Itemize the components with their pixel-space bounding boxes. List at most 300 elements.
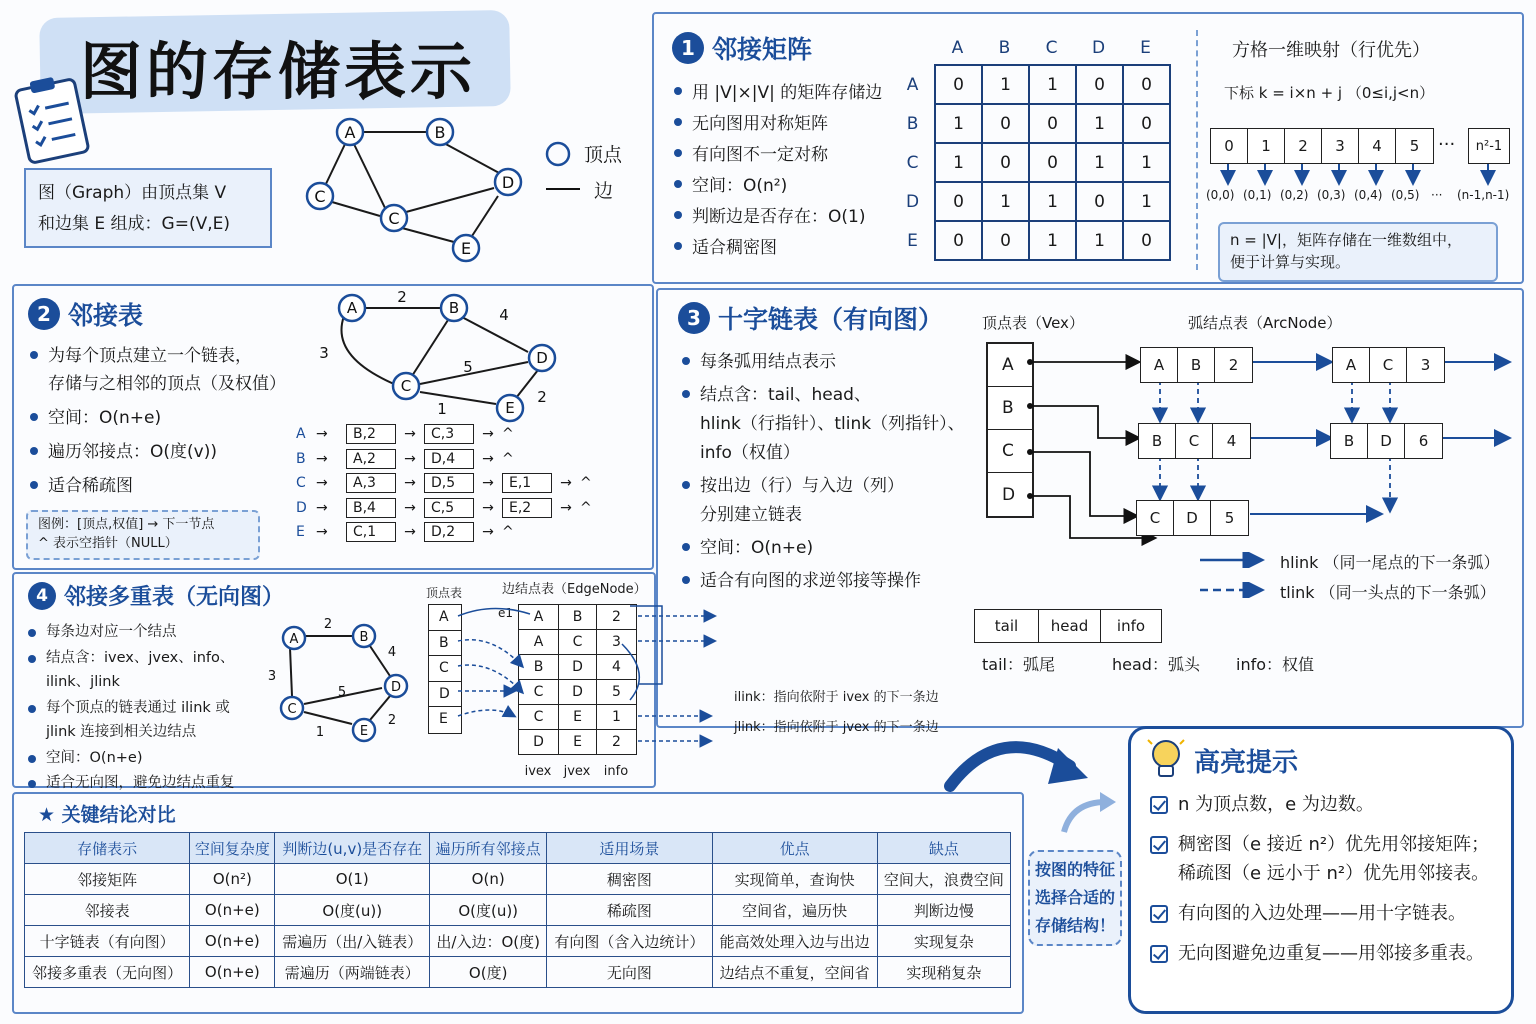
compare-header: 优点 bbox=[712, 833, 877, 864]
matrix-row bbox=[935, 65, 1170, 104]
checklist-text: 无向图避免边重复——用邻接多重表。 bbox=[1178, 942, 1484, 964]
arc-node bbox=[1140, 347, 1253, 383]
compare-cell: O(n+e) bbox=[190, 895, 275, 926]
list-node: B,4 bbox=[346, 498, 396, 518]
arrow-icon: → bbox=[316, 499, 328, 516]
list-item: 适合无向图，避免边结点重复 bbox=[26, 771, 235, 795]
compare-cell: 判断边慢 bbox=[877, 895, 1010, 926]
edge-field: B bbox=[559, 605, 597, 630]
weight-label: 2 bbox=[537, 388, 547, 406]
arc-field: D bbox=[1174, 501, 1211, 535]
multilist-col-labels bbox=[518, 764, 636, 779]
col-label: jvex bbox=[563, 764, 591, 779]
compare-cell: 邻接表 bbox=[25, 895, 190, 926]
arc-field: C bbox=[1137, 501, 1174, 535]
matrix-row bbox=[935, 182, 1170, 221]
graph-diagram-top bbox=[296, 110, 536, 270]
array-cell: n²-1 bbox=[1475, 138, 1503, 154]
arc-field: 2 bbox=[1228, 356, 1239, 374]
list-item: 空间：O(n+e) bbox=[680, 534, 965, 563]
null-symbol: ^ bbox=[502, 450, 514, 467]
node-D: D bbox=[501, 173, 515, 192]
matrix-cell: 1 bbox=[1076, 143, 1123, 182]
index-label: (0,3) bbox=[1317, 188, 1346, 202]
compare-cell: 邻接矩阵 bbox=[25, 864, 190, 895]
matrix-cell: 1 bbox=[1123, 143, 1170, 182]
array-cell: 1 bbox=[1248, 129, 1285, 163]
matrix-cell: 0 bbox=[1123, 65, 1170, 104]
highlight-items bbox=[1150, 790, 1510, 968]
checklist-item bbox=[1150, 939, 1510, 969]
node-B: B bbox=[434, 123, 446, 142]
null-symbol: ^ bbox=[502, 426, 514, 443]
row-header: D bbox=[906, 192, 920, 212]
list-item: 判断边是否存在：O(1) bbox=[672, 202, 882, 233]
list-item: 空间：O(n+e) bbox=[28, 404, 286, 432]
adjlist-row bbox=[296, 496, 592, 521]
matrix-bullets bbox=[672, 78, 882, 264]
index-ellipsis: ··· bbox=[1431, 188, 1443, 202]
list-item: 适合稠密图 bbox=[672, 233, 882, 264]
list-item: 结点含：ivex、jvex、info、 ilink、jlink bbox=[26, 646, 235, 694]
matrix-row bbox=[935, 104, 1170, 143]
matrix-cell: 0 bbox=[1029, 143, 1076, 182]
node-structure bbox=[974, 609, 1162, 643]
index-label: (0,4) bbox=[1354, 188, 1383, 202]
arc-node bbox=[1330, 423, 1443, 459]
multilist-title bbox=[28, 580, 284, 611]
matrix-title bbox=[672, 30, 812, 66]
matrix-cell: 0 bbox=[1076, 65, 1123, 104]
list-item: 为每个顶点建立一个链表， 存储与之相邻的顶点（及权值） bbox=[28, 342, 286, 398]
arrow-icon: → bbox=[316, 475, 328, 492]
node-A: A bbox=[344, 123, 356, 142]
vex-cell: A bbox=[988, 344, 1032, 387]
edge-field: C bbox=[519, 680, 559, 705]
row-header: A bbox=[906, 75, 919, 95]
field-head: head bbox=[1039, 610, 1101, 642]
checklist-text: 稠密图（e 接近 n²）优先用邻接矩阵； 稀疏图（e 远小于 n²）优先用邻接表。 bbox=[1178, 833, 1490, 885]
edge-legend-label: 边 bbox=[594, 180, 614, 202]
matrix-cell: 0 bbox=[982, 143, 1029, 182]
edge-field: D bbox=[559, 655, 597, 680]
adjlist-vertex: D bbox=[296, 499, 307, 516]
col-header: E bbox=[1140, 38, 1151, 58]
arc-field: C bbox=[1370, 348, 1407, 382]
field-tail: tail bbox=[975, 610, 1039, 642]
list-item: 空间：O(n²) bbox=[672, 171, 882, 202]
col-header: C bbox=[1045, 38, 1058, 58]
clipboard-icon bbox=[14, 72, 94, 164]
vex-table-label: 顶点表（Vex） bbox=[982, 314, 1084, 332]
arc-field: B bbox=[1178, 348, 1215, 382]
vex-cell: D bbox=[1002, 484, 1016, 505]
compare-header: 存储表示 bbox=[25, 833, 190, 864]
checklist-item bbox=[1150, 899, 1510, 929]
small-arrow-icon bbox=[1058, 788, 1122, 838]
compare-cell: 有向图（含入边统计） bbox=[547, 926, 712, 957]
compare-cell: 边结点不重复，空间省 bbox=[712, 957, 877, 988]
adjlist-title bbox=[28, 296, 143, 332]
array-ellipsis: ··· bbox=[1438, 134, 1456, 155]
matrix-cell: 0 bbox=[935, 65, 982, 104]
adjlist-row bbox=[296, 471, 592, 496]
compare-cell: 空间省，遍历快 bbox=[712, 895, 877, 926]
arc-node bbox=[1138, 423, 1251, 459]
checkbox-icon bbox=[1150, 905, 1168, 923]
matrix-cell: 0 bbox=[1029, 104, 1076, 143]
adjlist-vertex: C bbox=[296, 475, 306, 492]
index-label: (0,1) bbox=[1243, 188, 1272, 202]
arrow-icon: → bbox=[560, 475, 572, 492]
list-item: 结点含：tail、head、 hlink（行指针）、tlink（列指针）、 info（权值） bbox=[680, 381, 965, 468]
checklist-text: 有向图的入边处理——用十字链表。 bbox=[1178, 903, 1466, 925]
list-node: D,2 bbox=[424, 522, 474, 542]
arc-node bbox=[1332, 347, 1445, 383]
vex-cell: B bbox=[429, 631, 461, 657]
vertex-legend-icon bbox=[544, 140, 574, 168]
page-title: 图的存储表示 bbox=[80, 35, 477, 108]
col-label: ivex bbox=[524, 764, 552, 779]
compare-cell: O(n+e) bbox=[190, 926, 275, 957]
matrix-cell: 1 bbox=[1029, 65, 1076, 104]
matrix-col-headers bbox=[934, 38, 1169, 58]
list-item: 有向图不一定对称 bbox=[672, 140, 882, 171]
adjlist-vertex: E bbox=[296, 524, 305, 541]
jlink-desc: jlink：指向依附于 jvex 的下一条边 bbox=[734, 720, 939, 735]
edge-field: 5 bbox=[597, 680, 637, 705]
matrix-row bbox=[935, 143, 1170, 182]
arc-field: A bbox=[1333, 348, 1370, 382]
compare-cell: 十字链表（有向图） bbox=[25, 926, 190, 957]
arc-field: D bbox=[1368, 424, 1405, 458]
adjlist-row bbox=[296, 520, 592, 545]
adjacency-matrix bbox=[934, 64, 1171, 261]
arrow-icon: → bbox=[560, 499, 572, 516]
arrow-icon: → bbox=[482, 450, 494, 467]
weight-label: 3 bbox=[319, 344, 329, 362]
array-cell: 3 bbox=[1322, 129, 1359, 163]
edge-field: 2 bbox=[597, 730, 637, 755]
matrix-cell: 1 bbox=[982, 182, 1029, 221]
field-desc-info: info：权值 bbox=[1236, 655, 1315, 674]
arc-field: 3 bbox=[1420, 356, 1431, 374]
array-cell: 2 bbox=[1285, 129, 1322, 163]
arc-field: 4 bbox=[1226, 432, 1237, 450]
edge-field: D bbox=[519, 730, 559, 755]
compare-header: 遍历所有邻接点 bbox=[430, 833, 547, 864]
col-header: D bbox=[1091, 38, 1106, 58]
array-last-cell bbox=[1468, 128, 1510, 164]
hlink-legend: hlink （同一尾点的下一条弧） bbox=[1280, 553, 1500, 572]
list-node: A,3 bbox=[346, 473, 396, 493]
row-header: E bbox=[907, 231, 918, 251]
arrow-icon: → bbox=[316, 524, 328, 541]
array-cell: 4 bbox=[1359, 129, 1396, 163]
array-down-arrows bbox=[1210, 162, 1510, 186]
orthogonal-bullets bbox=[680, 348, 965, 596]
arrow-icon: → bbox=[404, 475, 416, 492]
node-A: A bbox=[289, 632, 299, 647]
compare-cell: O(度) bbox=[430, 957, 547, 988]
null-symbol: ^ bbox=[580, 475, 592, 492]
weight-label: 1 bbox=[315, 725, 325, 740]
weight-label: 2 bbox=[397, 288, 407, 306]
arc-field: B bbox=[1331, 424, 1368, 458]
map-formula: 下标 k = i×n + j （0≤i,j<n） bbox=[1224, 84, 1435, 102]
edge-field: C bbox=[559, 630, 597, 655]
compare-cell: 稠密图 bbox=[547, 864, 712, 895]
node-C: C bbox=[314, 187, 326, 206]
multilist-vex-label: 顶点表 bbox=[426, 586, 463, 600]
col-header: B bbox=[998, 38, 1011, 58]
list-node: E,2 bbox=[502, 498, 552, 518]
matrix-cell: 1 bbox=[1029, 221, 1076, 260]
checklist-item bbox=[1150, 790, 1510, 820]
arc-field: 5 bbox=[1224, 509, 1235, 527]
list-node: D,5 bbox=[424, 473, 474, 493]
arrow-icon: → bbox=[482, 475, 494, 492]
arc-field: 6 bbox=[1418, 432, 1429, 450]
edge-field: E bbox=[559, 730, 597, 755]
matrix-row-headers bbox=[906, 66, 919, 261]
section-number-2: 2 bbox=[28, 298, 60, 330]
edge-field: 1 bbox=[597, 705, 637, 730]
list-item: 遍历邻接点：O(度(v)) bbox=[28, 438, 286, 466]
checkbox-icon bbox=[1150, 945, 1168, 963]
adjlist-vertex: B bbox=[296, 450, 306, 467]
array-index-labels bbox=[1206, 188, 1509, 202]
edge-field: 2 bbox=[597, 605, 637, 630]
weight-label: 5 bbox=[463, 358, 473, 376]
arrow-icon: → bbox=[482, 524, 494, 541]
checkbox-icon bbox=[1150, 836, 1168, 854]
arc-field: B bbox=[1139, 424, 1176, 458]
hlink-legend-arrow bbox=[1198, 552, 1268, 568]
compare-cell: O(度(u)) bbox=[275, 895, 430, 926]
compare-header-row bbox=[25, 833, 1011, 864]
compare-title bbox=[38, 800, 176, 827]
compare-row bbox=[25, 957, 1011, 988]
compare-header: 缺点 bbox=[877, 833, 1010, 864]
weight-label: 4 bbox=[499, 306, 509, 324]
list-item: 每个顶点的链表通过 ilink 或 jlink 连接到相关边结点 bbox=[26, 696, 235, 744]
arc-node bbox=[1136, 500, 1249, 536]
list-item: 用 |V|×|V| 的矩阵存储边 bbox=[672, 78, 882, 109]
comparison-table bbox=[24, 832, 1011, 988]
section-number-4: 4 bbox=[28, 582, 56, 610]
compare-cell: 实现稍复杂 bbox=[877, 957, 1010, 988]
arrow-icon: → bbox=[404, 426, 416, 443]
vertical-divider bbox=[1196, 30, 1198, 270]
list-item: 每条边对应一个结点 bbox=[26, 620, 235, 644]
col-label: info bbox=[603, 764, 629, 779]
list-item: 适合有向图的求逆邻接等操作 bbox=[680, 567, 965, 596]
compare-cell: 能高效处理入边与出边 bbox=[712, 926, 877, 957]
null-symbol: ^ bbox=[502, 524, 514, 541]
arrow-icon: → bbox=[404, 499, 416, 516]
vex-cell: A bbox=[429, 605, 461, 631]
matrix-cell: 1 bbox=[1123, 182, 1170, 221]
compare-row bbox=[25, 895, 1011, 926]
node-C: C bbox=[287, 702, 297, 717]
linear-array bbox=[1210, 128, 1434, 164]
weight-label: 2 bbox=[387, 713, 397, 728]
null-symbol: ^ bbox=[580, 499, 592, 516]
node-E: E bbox=[460, 239, 472, 258]
list-node: D,4 bbox=[424, 449, 474, 469]
adjlist-bullets bbox=[28, 342, 286, 500]
list-item: 空间：O(n+e) bbox=[26, 746, 235, 770]
compare-cell: 邻接多重表（无向图） bbox=[25, 957, 190, 988]
vertex-legend-label: 顶点 bbox=[584, 144, 623, 166]
row-header: C bbox=[906, 153, 919, 173]
compare-cell: O(1) bbox=[275, 864, 430, 895]
node-D: D bbox=[390, 680, 402, 695]
edge-field: A bbox=[519, 630, 559, 655]
node-C: C bbox=[400, 377, 412, 395]
compare-cell: O(n²) bbox=[190, 864, 275, 895]
compare-header: 适用场景 bbox=[547, 833, 712, 864]
matrix-cell: 0 bbox=[1076, 182, 1123, 221]
compare-row bbox=[25, 926, 1011, 957]
edge-field: E bbox=[559, 705, 597, 730]
matrix-cell: 0 bbox=[935, 182, 982, 221]
row-header: B bbox=[906, 114, 919, 134]
list-item: 无向图用对称矩阵 bbox=[672, 109, 882, 140]
edge-field: D bbox=[559, 680, 597, 705]
list-node: C,3 bbox=[424, 424, 474, 444]
map-note: n = |V|，矩阵存储在一维数组中， 便于计算与实现。 bbox=[1218, 222, 1498, 282]
multilist-bullets bbox=[26, 620, 235, 795]
lightbulb-icon bbox=[1146, 736, 1186, 782]
matrix-cell: 1 bbox=[935, 104, 982, 143]
multilist-links bbox=[452, 604, 722, 756]
node-B: B bbox=[448, 299, 460, 317]
orthogonal-title-text: 十字链表（有向图） bbox=[718, 305, 944, 334]
matrix-cell: 1 bbox=[1029, 182, 1076, 221]
index-label: (0,0) bbox=[1206, 188, 1235, 202]
compare-cell: 需遍历（两端链表） bbox=[275, 957, 430, 988]
section-number-3: 3 bbox=[678, 302, 710, 334]
compare-cell: O(度(u)) bbox=[430, 895, 547, 926]
adjlist-vertex: A bbox=[296, 426, 306, 443]
edge-field: A bbox=[519, 605, 559, 630]
compare-cell: 无向图 bbox=[547, 957, 712, 988]
edge-field: 3 bbox=[597, 630, 637, 655]
compare-cell: 需遍历（出/入链表） bbox=[275, 926, 430, 957]
compare-header: 判断边(u,v)是否存在 bbox=[275, 833, 430, 864]
arrow-icon: → bbox=[482, 426, 494, 443]
list-node: A,2 bbox=[346, 449, 396, 469]
matrix-cell: 0 bbox=[982, 104, 1029, 143]
weight-label: 3 bbox=[267, 669, 277, 684]
tip-bubble: 按图的特征 选择合适的 存储结构！ bbox=[1028, 850, 1122, 946]
weighted-graph-2 bbox=[316, 286, 578, 426]
weight-label: 1 bbox=[437, 400, 447, 418]
matrix-cell: 0 bbox=[1123, 104, 1170, 143]
tlink-legend: tlink （同一头点的下一条弧） bbox=[1280, 583, 1496, 602]
orthogonal-links bbox=[1020, 340, 1520, 550]
list-node: E,1 bbox=[502, 473, 552, 493]
index-label: (n-1,n-1) bbox=[1457, 188, 1510, 202]
compare-cell: 实现复杂 bbox=[877, 926, 1010, 957]
node-B: B bbox=[359, 630, 369, 645]
compare-cell: 空间大，浪费空间 bbox=[877, 864, 1010, 895]
arrow-icon: → bbox=[316, 450, 328, 467]
node-E: E bbox=[505, 399, 515, 417]
array-cell: 0 bbox=[1211, 129, 1248, 163]
matrix-row bbox=[935, 221, 1170, 260]
edge-field: B bbox=[519, 655, 559, 680]
vex-cell: C bbox=[429, 656, 461, 682]
vex-cell: C bbox=[988, 430, 1032, 473]
section-number-1: 1 bbox=[672, 32, 704, 64]
arc-table-label: 弧结点表（ArcNode） bbox=[1188, 314, 1342, 332]
index-label: (0,2) bbox=[1280, 188, 1309, 202]
tlink-legend-arrow bbox=[1198, 582, 1268, 598]
adjlist-row bbox=[296, 447, 592, 472]
adjacency-lists bbox=[296, 422, 592, 545]
array-cell: 5 bbox=[1409, 137, 1420, 155]
list-node: C,1 bbox=[346, 522, 396, 542]
compare-cell: 实现简单，查询快 bbox=[712, 864, 877, 895]
adjlist-title-text: 邻接表 bbox=[68, 301, 144, 330]
matrix-cell: 0 bbox=[982, 221, 1029, 260]
field-desc-head: head：弧头 bbox=[1112, 655, 1200, 674]
ilink-desc: ilink：指向依附于 ivex 的下一条边 bbox=[734, 690, 939, 705]
star-icon: ★ bbox=[38, 804, 62, 826]
adjlist-legend-note: 图例：[顶点,权值] → 下一节点 ^ 表示空指针（NULL） bbox=[26, 510, 260, 560]
list-item: 按出边（行）与入边（列） 分别建立链表 bbox=[680, 472, 965, 530]
arrow-icon: → bbox=[404, 450, 416, 467]
highlight-title: 高亮提示 bbox=[1194, 748, 1299, 778]
matrix-cell: 1 bbox=[982, 65, 1029, 104]
compare-cell: 稀疏图 bbox=[547, 895, 712, 926]
arrow-icon: → bbox=[482, 499, 494, 516]
matrix-cell: 1 bbox=[1076, 104, 1123, 143]
node-A: A bbox=[346, 299, 358, 317]
edge-field: 4 bbox=[597, 655, 637, 680]
matrix-cell: 0 bbox=[1123, 221, 1170, 260]
node-D: D bbox=[536, 349, 548, 367]
intro-box: 图（Graph）由顶点集 V 和边集 E 组成：G=(V,E) bbox=[24, 168, 272, 248]
index-label: (0,5) bbox=[1391, 188, 1420, 202]
orthogonal-title bbox=[678, 300, 943, 336]
multilist-title-text: 邻接多重表（无向图） bbox=[64, 585, 285, 610]
weighted-graph-4 bbox=[262, 612, 422, 752]
checklist-text: n 为顶点数，e 为边数。 bbox=[1178, 794, 1374, 815]
node-C2: C bbox=[388, 209, 400, 228]
list-item: 适合稀疏图 bbox=[28, 472, 286, 500]
arrow-icon: → bbox=[404, 524, 416, 541]
list-item: 每条弧用结点表示 bbox=[680, 348, 965, 377]
weight-label: 4 bbox=[387, 645, 397, 660]
vex-cell: E bbox=[439, 711, 448, 727]
compare-cell: O(n+e) bbox=[190, 957, 275, 988]
map-title: 方格一维映射（行优先） bbox=[1232, 40, 1430, 61]
compare-row bbox=[25, 864, 1011, 895]
compare-cell: 出/入边：O(度) bbox=[430, 926, 547, 957]
weight-label: 5 bbox=[337, 685, 347, 700]
matrix-title-text: 邻接矩阵 bbox=[712, 35, 813, 64]
arc-field: A bbox=[1141, 348, 1178, 382]
vex-cell: B bbox=[988, 387, 1032, 430]
node-E: E bbox=[359, 724, 369, 739]
list-node: B,2 bbox=[346, 424, 396, 444]
field-info: info bbox=[1116, 617, 1146, 635]
weight-label: 2 bbox=[323, 617, 333, 632]
